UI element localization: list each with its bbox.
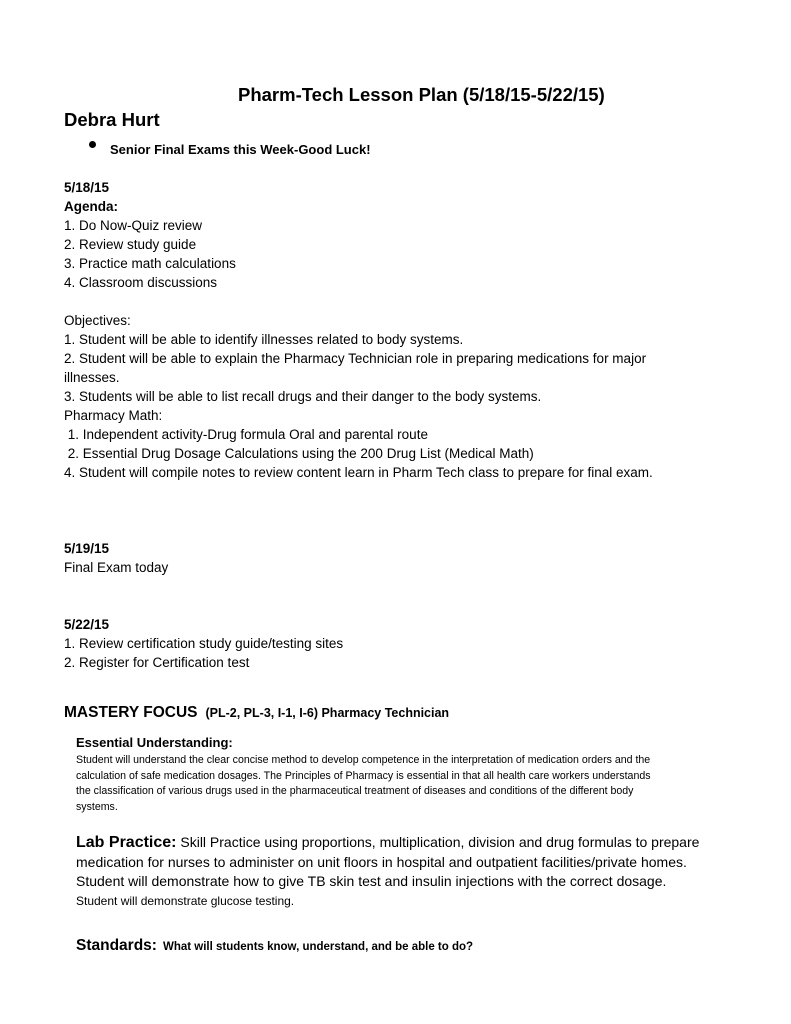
section-date: 5/19/15 bbox=[64, 541, 110, 556]
lab-practice-text: Student will demonstrate glucose testing. bbox=[76, 893, 295, 908]
day-section-5-19 bbox=[64, 539, 168, 577]
author-name: Debra Hurt bbox=[64, 109, 160, 130]
day-item: 2. Register for Certification test bbox=[64, 655, 250, 670]
agenda-item: 2. Review study guide bbox=[64, 237, 197, 252]
math-item: 4. Student will compile notes to review content learn in Pharm Tech class to prepare for final exam. bbox=[64, 465, 653, 480]
lab-practice bbox=[76, 833, 756, 911]
bullet-icon bbox=[89, 141, 96, 148]
standards-label: Standards: bbox=[76, 937, 157, 954]
day-section-5-18 bbox=[64, 178, 653, 482]
objective-item: 2. Student will be able to explain the Pharmacy Technician role in preparing medications for major bbox=[64, 351, 647, 366]
math-item: 1. Independent activity-Drug formula Oral and parental route bbox=[64, 427, 428, 442]
announcement: Senior Final Exams this Week-Good Luck! bbox=[110, 142, 371, 157]
mastery-codes: (PL-2, PL-3, I-1, I-6) Pharmacy Technician bbox=[205, 706, 450, 720]
mastery-label: MASTERY FOCUS bbox=[64, 704, 198, 721]
agenda-item: 3. Practice math calculations bbox=[64, 256, 236, 271]
section-date: 5/18/15 bbox=[64, 180, 110, 195]
lab-practice-text: medication for nurses to administer on unit floors in hospital and outpatient facilities/private homes. bbox=[76, 853, 687, 870]
objective-item: 1. Student will be able to identify illnesses related to body systems. bbox=[64, 332, 464, 347]
objective-item: illnesses. bbox=[64, 370, 120, 385]
lab-practice-text: Skill Practice using proportions, multiplication, division and drug formulas to prepare bbox=[176, 834, 700, 850]
section-date: 5/22/15 bbox=[64, 617, 110, 632]
math-item: 2. Essential Drug Dosage Calculations using the 200 Drug List (Medical Math) bbox=[64, 446, 534, 461]
standards-question: What will students know, understand, and be able to do? bbox=[162, 941, 474, 953]
day-item: 1. Review certification study guide/testing sites bbox=[64, 636, 344, 651]
essential-understanding-text: Student will understand the clear concise method to develop competence in the interpretation of medication orders and the calculation of safe medication dosages. The Principles of Pharmacy is essential in that all health care workers understands the classification of various drugs used in the pharmaceutical treatment of diseases and conditions of the different body systems. bbox=[76, 754, 651, 813]
objective-item: 3. Students will be able to list recall drugs and their danger to the body systems. bbox=[64, 389, 542, 404]
essential-understanding-label: Essential Understanding: bbox=[76, 735, 233, 750]
day-text: Final Exam today bbox=[64, 560, 169, 575]
agenda-label: Agenda: bbox=[64, 199, 118, 214]
mastery-focus bbox=[64, 704, 449, 722]
standards bbox=[76, 937, 473, 955]
lab-practice-text: Student will demonstrate how to give TB skin test and insulin injections with the correct dosage. bbox=[76, 873, 667, 889]
day-section-5-22 bbox=[64, 615, 343, 672]
objectives-label: Objectives: bbox=[64, 313, 131, 328]
page-title: Pharm-Tech Lesson Plan (5/18/15-5/22/15) bbox=[238, 84, 605, 105]
agenda-item: 4. Classroom discussions bbox=[64, 275, 218, 290]
agenda-item: 1. Do Now-Quiz review bbox=[64, 218, 203, 233]
lab-practice-label: Lab Practice: bbox=[76, 834, 177, 851]
pharmacy-math-label: Pharmacy Math: bbox=[64, 408, 163, 423]
